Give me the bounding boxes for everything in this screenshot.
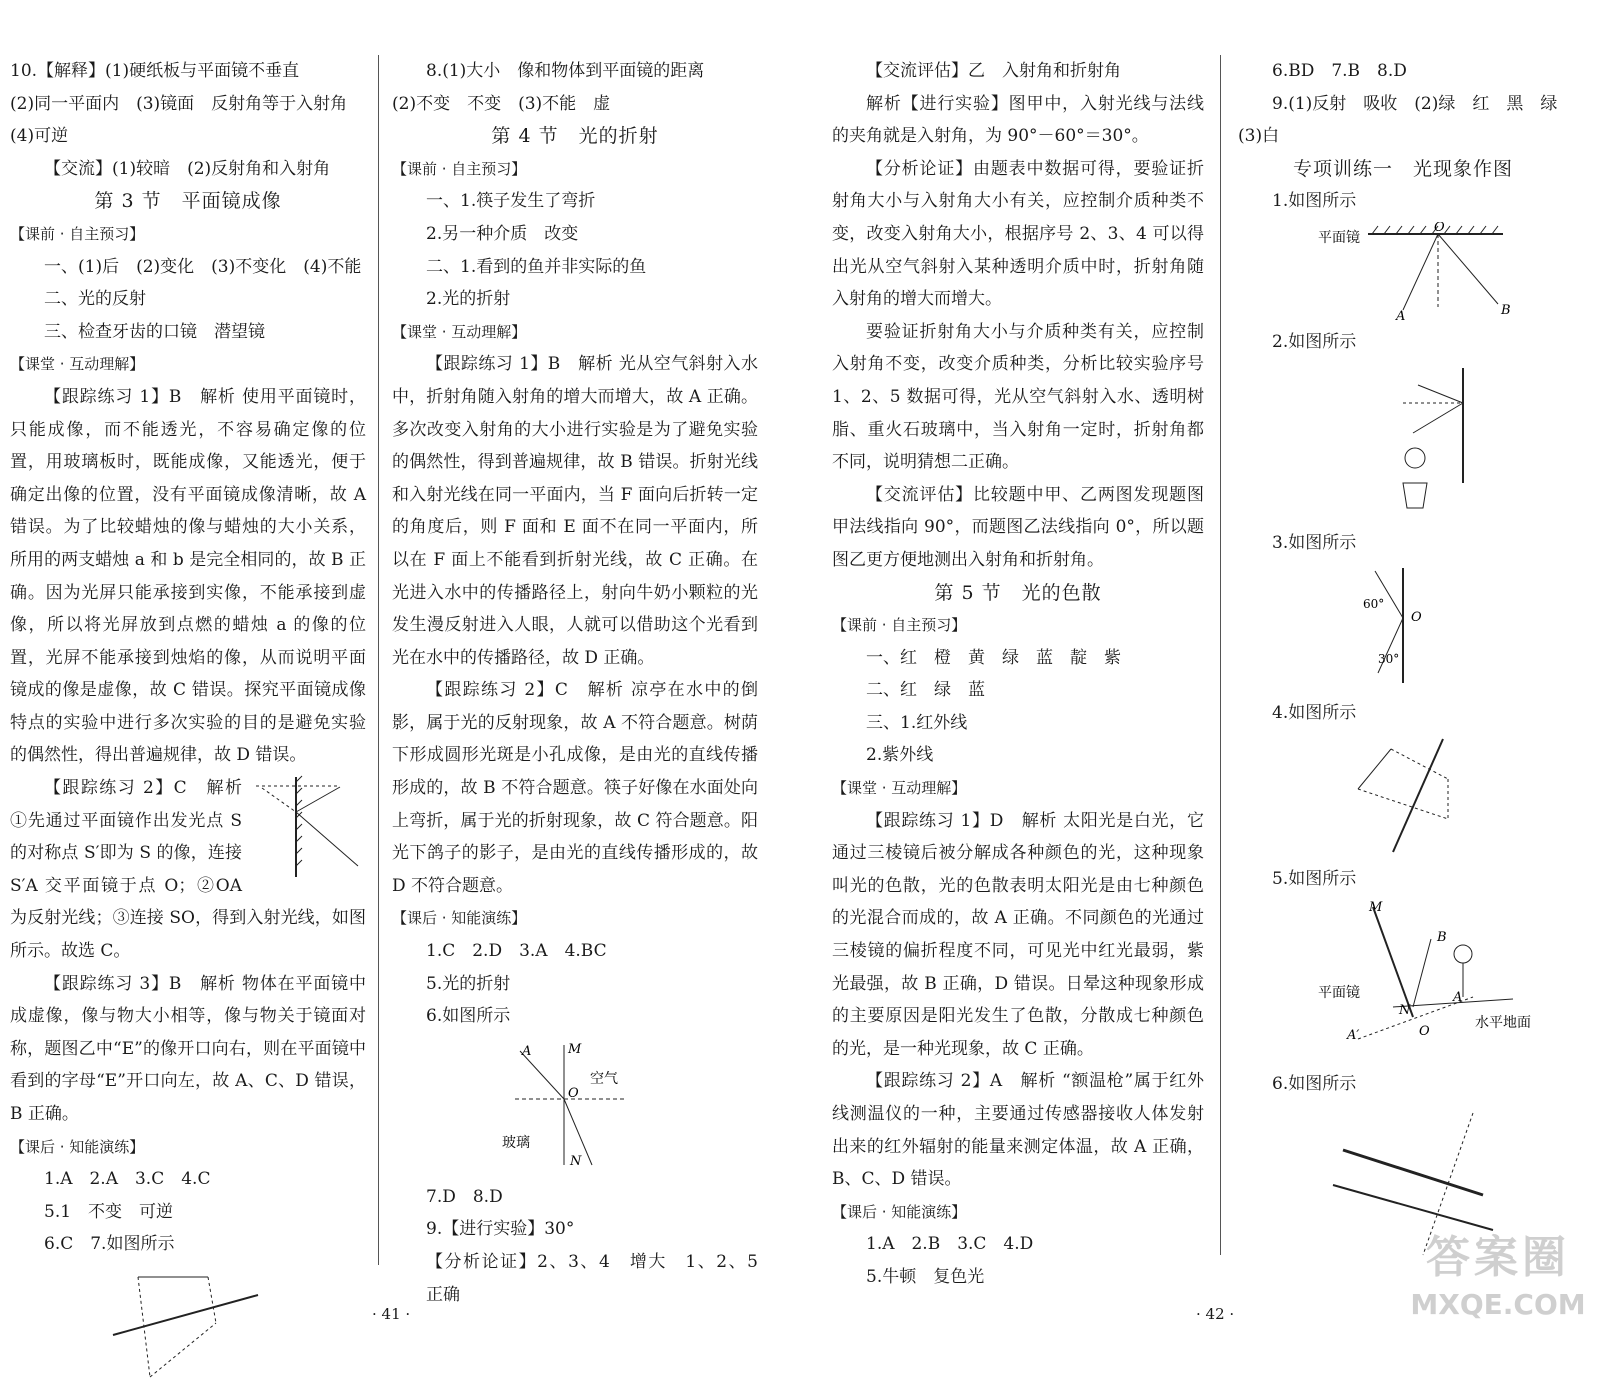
label-n: N	[1399, 1003, 1411, 1019]
subsection-label: 【课前 · 自主预习】	[392, 159, 527, 178]
label-m: M	[568, 1041, 582, 1057]
label-60: 60°	[1363, 597, 1385, 612]
text-line: 1.如图所示	[1272, 191, 1357, 212]
text-line: 5.如图所示	[1272, 868, 1357, 889]
mirror-image-diagram	[108, 1265, 268, 1385]
watermark	[1408, 1228, 1588, 1338]
label-mirror: 平面镜	[1318, 985, 1360, 1002]
label-glass: 玻璃	[502, 1134, 530, 1151]
figure-4	[1303, 734, 1503, 859]
label-o: O	[1411, 610, 1422, 626]
text-line: 三、检查牙齿的口镜 潜望镜	[44, 321, 265, 342]
text-line: 【交流】(1)较暗 (2)反射角和入射角	[44, 158, 331, 179]
text-line: 2.另一种介质 改变	[426, 223, 579, 244]
section-title: 第 4 节 光的折射	[491, 125, 659, 148]
text-line: 5.牛顿 复色光	[866, 1266, 985, 1287]
text-line: 二、1.看到的鱼并非实际的鱼	[426, 256, 647, 277]
page-number-left: · 41 ·	[372, 1305, 411, 1323]
label-mirror: 平面镜	[1318, 229, 1360, 246]
label-o: O	[568, 1085, 579, 1101]
text-line: 6.BD 7.B 8.D	[1272, 61, 1407, 81]
text-line: 8.(1)大小 像和物体到平面镜的距离	[426, 61, 705, 81]
text-line: 9.【进行实验】30°	[426, 1219, 575, 1240]
subsection-label: 【课后 · 知能演练】	[832, 1202, 967, 1221]
figure-2	[1303, 363, 1503, 523]
text-line: 5.光的折射	[426, 973, 511, 994]
subsection-label: 【课后 · 知能演练】	[10, 1137, 145, 1156]
paragraph: 【跟踪练习 2】C 解析 ①先通过平面镜作出发光点 S 的对称点 S′即为 S 的像，连接 S′A 交平面镜于点 O；②OA 为反射光线；③连接 SO，得到入射光线，如图所示。故选 C。	[10, 778, 366, 962]
text-line: 7.D 8.D	[426, 1186, 503, 1207]
text-line: (2)同一平面内 (3)镜面 反射角等于入射角	[10, 93, 348, 114]
label-a: A	[522, 1043, 532, 1059]
subsection-label: 【课前 · 自主预习】	[10, 224, 145, 243]
figure-5	[1263, 899, 1543, 1064]
figure-1	[1288, 222, 1518, 322]
subsection-label: 【课堂 · 互动理解】	[832, 779, 967, 798]
text-line: 二、光的反射	[44, 289, 146, 310]
label-air: 空气	[590, 1070, 618, 1087]
text-line: 【交流评估】乙 入射角和折射角	[866, 61, 1121, 81]
label-b: B	[1437, 930, 1447, 946]
watermark-top: 答案圈	[1426, 1232, 1570, 1283]
label-a: A	[1396, 308, 1406, 322]
subsection-label: 【课堂 · 互动理解】	[10, 355, 145, 374]
text-line: 1.A 2.A 3.C 4.C	[44, 1169, 211, 1190]
text-line: 三、1.红外线	[866, 712, 968, 733]
section-title: 第 5 节 光的色散	[934, 581, 1102, 604]
text-line: (4)可逆	[10, 126, 69, 147]
section-title: 第 3 节 平面镜成像	[94, 190, 282, 213]
text-line: 2.紫外线	[866, 745, 934, 766]
text-line: 4.如图所示	[1272, 703, 1357, 724]
text-line: 一、红 橙 黄 绿 蓝 靛 紫	[866, 647, 1121, 668]
text-line: 二、红 绿 蓝	[866, 680, 985, 701]
text-line: 3.如图所示	[1272, 532, 1357, 553]
column-4	[1238, 55, 1568, 1269]
text-line: 9.(1)反射 吸收 (2)绿 红 黑 绿	[1272, 93, 1558, 114]
text-line: (3)白	[1238, 126, 1280, 147]
column-3	[832, 55, 1204, 1294]
paragraph: 【跟踪练习 2】A 解析 “额温枪”属于红外线测温仪的一种，主要通过传感器接收人体发射出来的红外辐射的能量来测定体温，故 A 正确，B、C、D 错误。	[832, 1071, 1204, 1190]
label-a-prime: A′	[1347, 1028, 1360, 1044]
text-line: 1.C 2.D 3.A 4.BC	[426, 941, 607, 962]
label-o: O	[1419, 1024, 1430, 1040]
label-30: 30°	[1378, 652, 1400, 667]
paragraph: 【跟踪练习 1】D 解析 太阳光是白光，它通过三棱镜后被分解成各种颜色的光，这种现象叫光的色散，光的色散表明太阳光是由七种颜色的光混合而成的，故 A 正确。不同颜色的光通过三棱镜的偏折程度不同，可见光中红光最弱，紫光最强，故 B 正确，D 错误。日晕这种现象形成的主要原因是阳光发生了色散，分散成七种颜色的光，是一种光现象，故 C 正确。	[832, 810, 1204, 1059]
label-a: A	[1453, 990, 1463, 1006]
mirror-diagram	[248, 772, 366, 882]
paragraph: 【分析论证】由题表中数据可得，要验证折射角大小与入射角大小有关，应控制介质种类不变，改变入射角大小，根据序号 2、3、4 可以得出光从空气斜射入某种透明介质中时，折射角随入射角的增大而增大。	[832, 158, 1204, 310]
label-o: O	[1434, 221, 1445, 235]
paragraph: 【跟踪练习 3】B 解析 物体在平面镜中成虚像，像与物大小相等，像与物关于镜面对称，题图乙中“E”的像开口向右，则在平面镜中看到的字母“E”开口向左，故 A、C、D 错误，B 正确。	[10, 973, 366, 1124]
column-1	[10, 55, 366, 1389]
subsection-label: 【课后 · 知能演练】	[392, 909, 527, 928]
paragraph: 要验证折射角大小与介质种类有关，应控制入射角不变，改变介质种类，分析比较实验序号 1、2、5 数据可得，光从空气斜射入水、透明树脂、重火石玻璃中，当入射角一定时，折射角都不同，说明猜想二正确。	[832, 321, 1204, 473]
watermark-bottom: MXQE.COM	[1410, 1288, 1586, 1321]
paragraph: 【跟踪练习 1】B 解析 使用平面镜时，只能成像，而不能透光，不容易确定像的位置，用玻璃板时，既能成像，又能透光，便于确定出像的位置，没有平面镜成像清晰，故 A 错误。为了比较蜡烛的像与蜡烛的大小关系，所用的两支蜡烛 a 和 b 是完全相同的，故 B 正确。因为光屏只能承接到实像，不能承接到虚像，所以将光屏放到点燃的蜡烛 a 的像的位置，光屏不能承接到烛焰的像，从而说明平面镜成的像是虚像，故 C 错误。探究平面镜成像特点的实验中进行多次实验的目的是避免实验的偶然性，得出普遍规律，故 D 错误。	[10, 386, 366, 766]
subsection-label: 【课堂 · 互动理解】	[392, 322, 527, 341]
label-b: B	[1501, 302, 1511, 318]
text-line: 一、1.筷子发生了弯折	[426, 191, 596, 212]
text-line: 5.1 不变 可逆	[44, 1201, 174, 1222]
text-line: 10.【解释】(1)硬纸板与平面镜不垂直	[10, 61, 300, 81]
subsection-label: 【课前 · 自主预习】	[832, 616, 967, 635]
column-divider	[1220, 55, 1221, 1255]
figure-3	[1303, 563, 1503, 693]
text-line: 6.如图所示	[1272, 1074, 1357, 1095]
label-n: N	[570, 1153, 582, 1169]
column-2	[392, 55, 775, 1311]
label-m: M	[1369, 900, 1383, 916]
text-line: 1.A 2.B 3.C 4.D	[866, 1234, 1034, 1255]
text-line: 6.C 7.如图所示	[44, 1234, 175, 1255]
paragraph: 【交流评估】比较题中甲、乙两图发现题图甲法线指向 90°，而题图乙法线指向 0°，所以题图乙更方便地测出入射角和折射角。	[832, 484, 1204, 570]
section-title: 专项训练一 光现象作图	[1292, 157, 1513, 180]
paragraph: 解析【进行实验】图甲中，入射光线与法线的夹角就是入射角，为 90°－60°＝30°。	[832, 93, 1204, 147]
text-line: 一、(1)后 (2)变化 (3)不变化 (4)不能	[44, 256, 362, 277]
text-line: 2.光的折射	[426, 289, 511, 310]
text-line: 【分析论证】2、3、4 增大 1、2、5 正确	[426, 1252, 775, 1305]
label-ground: 水平地面	[1475, 1015, 1531, 1032]
refraction-diagram	[500, 1037, 650, 1177]
text-line: 6.如图所示	[426, 1006, 511, 1027]
page-number-right: · 42 ·	[1196, 1305, 1235, 1323]
paragraph: 【跟踪练习 1】B 解析 光从空气斜射入水中，折射角随入射角的增大而增大，故 A 正确。多次改变入射角的大小进行实验是为了避免实验的偶然性，得到普遍规律，故 B 错误。折射光线和入射光线在同一平面内，当 F 面向后折转一定的角度后，则 F 面和 E 面不在同一平面内，所以在 F 面上不能看到折射光线，故 C 正确。在光进入水中的传播路径上，射向牛奶小颗粒的光发生漫反射进入人眼，人就可以借助这个光看到光在水中的传播路径，故 D 正确。	[392, 354, 758, 668]
text-line: (2)不变 不变 (3)不能 虚	[392, 93, 611, 114]
paragraph: 【跟踪练习 2】C 解析 凉亭在水中的倒影，属于光的反射现象，故 A 不符合题意。树荫下形成圆形光斑是小孔成像，是由光的直线传播形成的，故 B 不符合题意。筷子好像在水面处向上弯折，属于光的折射现象，故 C 符合题意。阳光下鸽子的影子，是由光的直线传播形成的，故 D 不符合题意。	[392, 680, 758, 896]
column-divider	[378, 55, 379, 1265]
text-line: 2.如图所示	[1272, 331, 1357, 352]
